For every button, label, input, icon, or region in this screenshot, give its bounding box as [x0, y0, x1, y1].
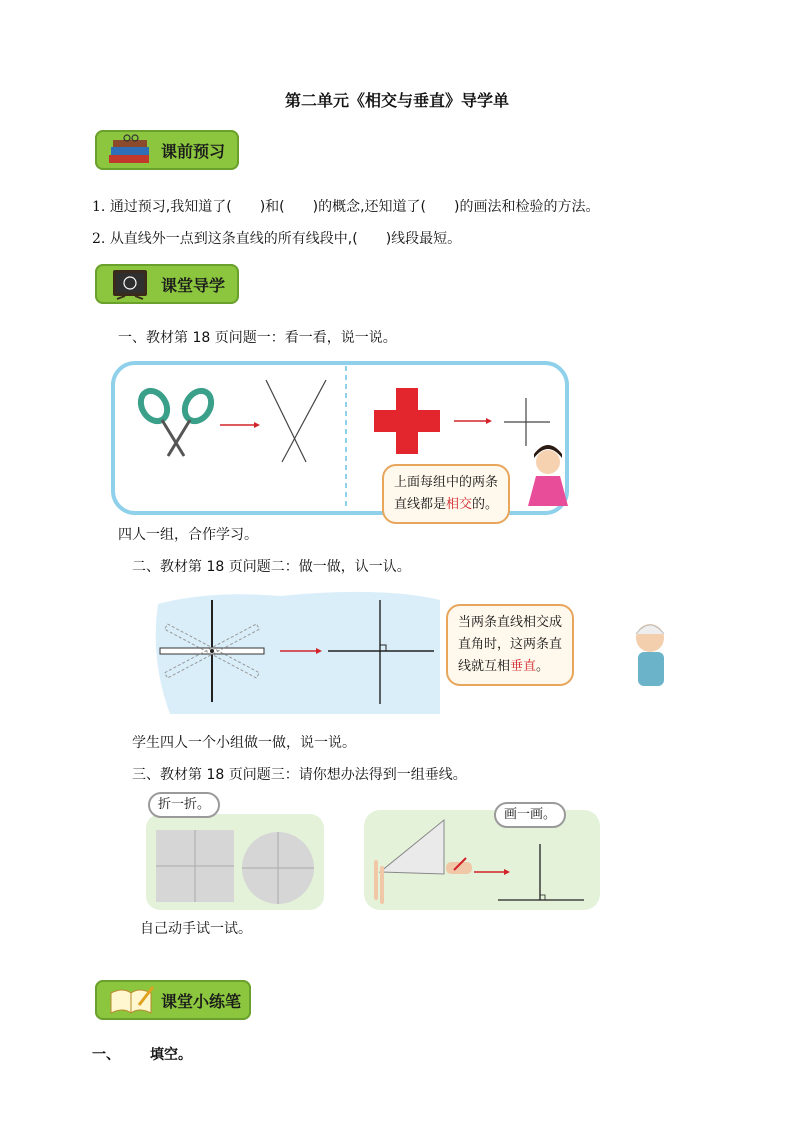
- task3-heading: 三、教材第 18 页问题三：请你想办法得到一组垂线。: [132, 767, 467, 783]
- scissors-icon: [136, 386, 217, 456]
- section-banner-practice: [95, 980, 251, 1020]
- blackboard-icon: [105, 267, 157, 301]
- books-icon: [105, 133, 157, 167]
- draw-panel: [364, 800, 600, 910]
- speech-bubble-perpendicular: 当两条直线相交成 直角时，这两条直 线就互相垂直。: [446, 604, 574, 686]
- fold-bubble: 折一折。: [148, 792, 220, 818]
- task1-note: 四人一组，合作学习。: [118, 527, 258, 543]
- speech-bubble-intersect: 上面每组中的两条 直线都是相交的。: [382, 464, 510, 524]
- red-cross-icon: [374, 388, 440, 454]
- task3-note: 自己动手试一试。: [140, 921, 252, 937]
- task2-note: 学生四人一个小组做一做，说一说。: [132, 735, 356, 751]
- page-title: 第二单元《相交与垂直》导学单: [284, 91, 509, 110]
- preview-item-2: 2. 从直线外一点到这条直线的所有线段中,( )线段最短。: [92, 231, 462, 247]
- girl-illustration: [528, 445, 568, 506]
- perpendicular-illustration: [150, 590, 670, 714]
- task1-heading: 一、教材第 18 页问题一：看一看，说一说。: [118, 330, 397, 346]
- task2-heading: 二、教材第 18 页问题二：做一做，认一认。: [132, 559, 411, 575]
- grandpa-illustration: [636, 624, 664, 686]
- intersect-panel: [110, 360, 570, 516]
- section-banner-guide: [95, 264, 239, 304]
- perpendicular-panel: [150, 590, 670, 714]
- section-label-practice: 课堂小练笔: [161, 992, 242, 1011]
- section-label-preview: 课前预习: [161, 142, 226, 161]
- draw-bubble: 画一画。: [494, 802, 566, 828]
- section-label-guide: 课堂导学: [161, 276, 226, 295]
- section-banner-preview: [95, 130, 239, 170]
- preview-item-1: 1. 通过预习,我知道了( )和( )的概念,还知道了( )的画法和检验的方法。: [92, 199, 600, 215]
- notebook-pen-icon: [105, 983, 157, 1017]
- practice-item-1: 一、 填空。: [92, 1047, 192, 1063]
- fold-panel: [146, 792, 324, 910]
